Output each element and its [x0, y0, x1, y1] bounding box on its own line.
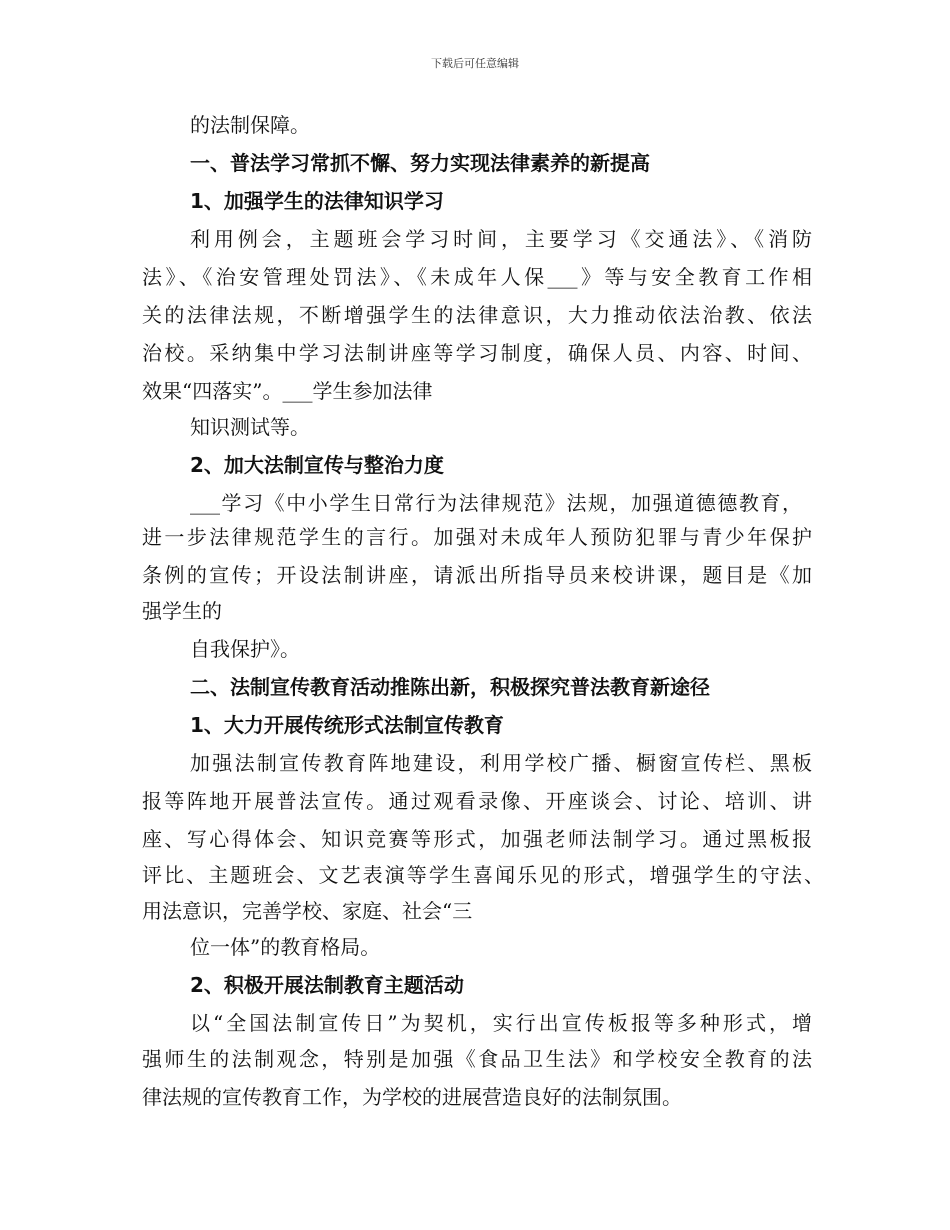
subsection-heading: 2、加大法制宣传与整治力度	[190, 453, 444, 477]
page-header: 下载后可任意编辑	[431, 57, 519, 70]
paragraph-line: 报等阵地开展普法宣传。通过观看录像、开座谈会、讨论、培训、讲	[142, 789, 812, 813]
section-heading-2: 二、法制宣传教育活动推陈出新，积极探究普法教育新途径	[190, 675, 710, 699]
paragraph-line: 治校。采纳集中学习法制讲座等学习制度，确保人员、内容、时间、	[142, 341, 812, 365]
paragraph-line: 用法意识，完善学校、家庭、社会“三	[142, 899, 473, 923]
paragraph-line: ___学习《中小学生日常行为法律规范》法规，加强道德德教育，	[190, 491, 802, 515]
paragraph-line: 利用例会，主题班会学习时间，主要学习《交通法》、《消防	[190, 227, 812, 251]
paragraph-line: 座、写心得体会、知识竞赛等形式，加强老师法制学习。通过黑板报	[142, 827, 812, 851]
paragraph-line: 强师生的法制观念，特别是加强《食品卫生法》和学校安全教育的法	[142, 1047, 812, 1071]
paragraph-line: 关的法律法规，不断增强学生的法律意识，大力推动依法治教、依法	[142, 303, 812, 327]
paragraph-line: 知识测试等。	[190, 415, 310, 439]
subsection-heading: 2、积极开展法制教育主题活动	[190, 973, 464, 997]
subsection-heading: 1、加强学生的法律知识学习	[190, 189, 444, 213]
paragraph-line: 律法规的宣传教育工作，为学校的进展营造良好的法制氛围。	[142, 1085, 682, 1109]
paragraph-line: 强学生的	[142, 599, 222, 623]
paragraph-line: 效果“四落实”。___学生参加法律	[142, 379, 433, 403]
paragraph-line: 自我保护》。	[190, 637, 300, 661]
paragraph-line: 的法制保障。	[190, 113, 310, 137]
paragraph-line: 以“全国法制宣传日”为契机，实行出宣传板报等多种形式，增	[190, 1011, 812, 1035]
subsection-heading: 1、大力开展传统形式法制宣传教育	[190, 713, 504, 737]
paragraph-line: 进一步法律规范学生的言行。加强对未成年人预防犯罪与青少年保护	[142, 525, 812, 549]
paragraph-line: 评比、主题班会、文艺表演等学生喜闻乐见的形式，增强学生的守法、	[142, 863, 824, 887]
paragraph-line: 条例的宣传；开设法制讲座，请派出所指导员来校讲课，题目是《加	[142, 563, 812, 587]
paragraph-line: 加强法制宣传教育阵地建设，利用学校广播、橱窗宣传栏、黑板	[190, 751, 812, 775]
paragraph-line: 位一体”的教育格局。	[190, 935, 381, 959]
section-heading-1: 一、普法学习常抓不懈、努力实现法律素养的新提高	[190, 151, 650, 175]
paragraph-line: 法》、《治安管理处罚法》、《未成年人保___》等与安全教育工作相	[142, 265, 812, 289]
